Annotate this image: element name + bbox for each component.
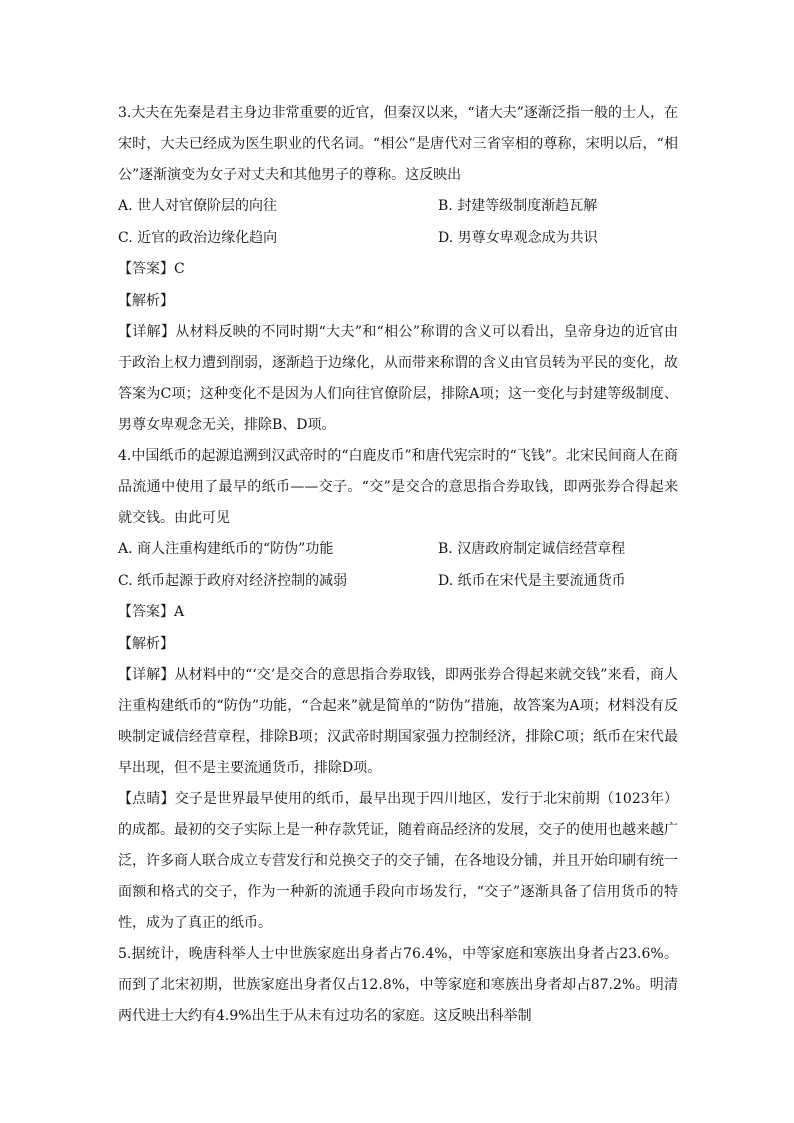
question-4-detail (118, 660, 678, 784)
question-4-stem: 4.中国纸币的起源追溯到汉武帝时的“白鹿皮币”和唐代宪宗时的“飞钱”。北宋民间商人在商品流通中使用了最早的纸币——交子。“交”是交合的意思指合券取钱，即两张券合得起来就交钱。由此可见 (118, 448, 678, 526)
question-3-detail (118, 317, 678, 441)
detail-label: 【详解】 (118, 667, 175, 683)
question-4-option-b: B. 汉唐政府制定诚信经营章程 (438, 541, 626, 557)
question-3-option-c: C. 近官的政治边缘化趋向 (118, 229, 278, 246)
question-3-answer (118, 254, 678, 286)
question-3-option-b: B. 封建等级制度渐趋瓦解 (438, 198, 598, 214)
question-3-option-a: A. 世人对官僚阶层的向往 (118, 198, 278, 214)
question-4-option-c: C. 纸币起源于政府对经济控制的减弱 (118, 572, 348, 589)
detail-text: 从材料反映的不同时期“大夫”和“相公”称谓的含义可以看出，皇帝身边的近官由于政治上权力遭到削弱，逐渐趋于边缘化，从而带来称谓的含义由官员转为平民的变化，故答案为C项；这种变化不是因为人们向往官僚阶层，排除A项；这一变化与封建等级制度、男尊女卑观念无关，排除B、D项。 (118, 324, 678, 433)
question-4-analysis-label: 【解析】 (118, 635, 174, 652)
comment-label: 【点睛】 (118, 791, 175, 807)
question-3-stem: 3.大夫在先秦是君主身边非常重要的近官，但秦汉以来，“诸大夫”逐渐泛指一般的士人，在宋时，大夫已经成为医生职业的代名词。“相公”是唐代对三省宰相的尊称，宋明以后，“相公”逐渐演变为女子对丈夫和其他男子的尊称。这反映出 (118, 105, 678, 183)
question-4-comment (118, 784, 678, 939)
answer-label: 【答案】 (118, 261, 174, 277)
answer-value: C (174, 261, 185, 277)
question-4-option-d: D. 纸币在宋代是主要流通货币 (438, 572, 626, 589)
answer-label: 【答案】 (118, 604, 174, 620)
question-4-answer (118, 597, 678, 629)
question-5-stem: 5.据统计，晚唐科举人士中世族家庭出身者占76.4%，中等家庭和寒族出身者占23.6%。而到了北宋初期，世族家庭出身者仅占12.8%，中等家庭和寒族出身者却占87.2%。明清两代进士大约有4.9%出生于从未有过功名的家庭。这反映出科举制 (118, 946, 678, 1024)
question-3-options (118, 191, 678, 254)
detail-label: 【详解】 (118, 324, 176, 340)
answer-value: A (174, 604, 185, 620)
question-4-option-a: A. 商人注重构建纸币的“防伪”功能 (118, 541, 334, 557)
document-content (118, 98, 678, 1032)
question-4-options (118, 534, 678, 597)
question-3-analysis-label: 【解析】 (118, 292, 174, 309)
comment-text: 交子是世界最早使用的纸币，最早出现于四川地区，发行于北宋前期（1023年）的成都。最初的交子实际上是一种存款凭证，随着商品经济的发展，交子的使用也越来越广泛，许多商人联合成立专营发行和兑换交子的交子铺，在各地设分铺，并且开始印刷有统一面额和格式的交子，作为一种新的流通手段向市场发行，“交子”逐渐具备了信用货币的特性，成为了真正的纸币。 (118, 791, 678, 931)
question-3-option-d: D. 男尊女卑观念成为共识 (438, 229, 598, 246)
detail-text: 从材料中的“‘交’是交合的意思指合券取钱，即两张券合得起来就交钱”来看，商人注重构建纸币的“防伪”功能，“合起来”就是简单的“防伪”措施，故答案为A项；材料没有反映制定诚信经营章程，排除B项；汉武帝时期国家强力控制经济，排除C项；纸币在宋代最早出现，但不是主要流通货币，排除D项。 (118, 667, 679, 776)
